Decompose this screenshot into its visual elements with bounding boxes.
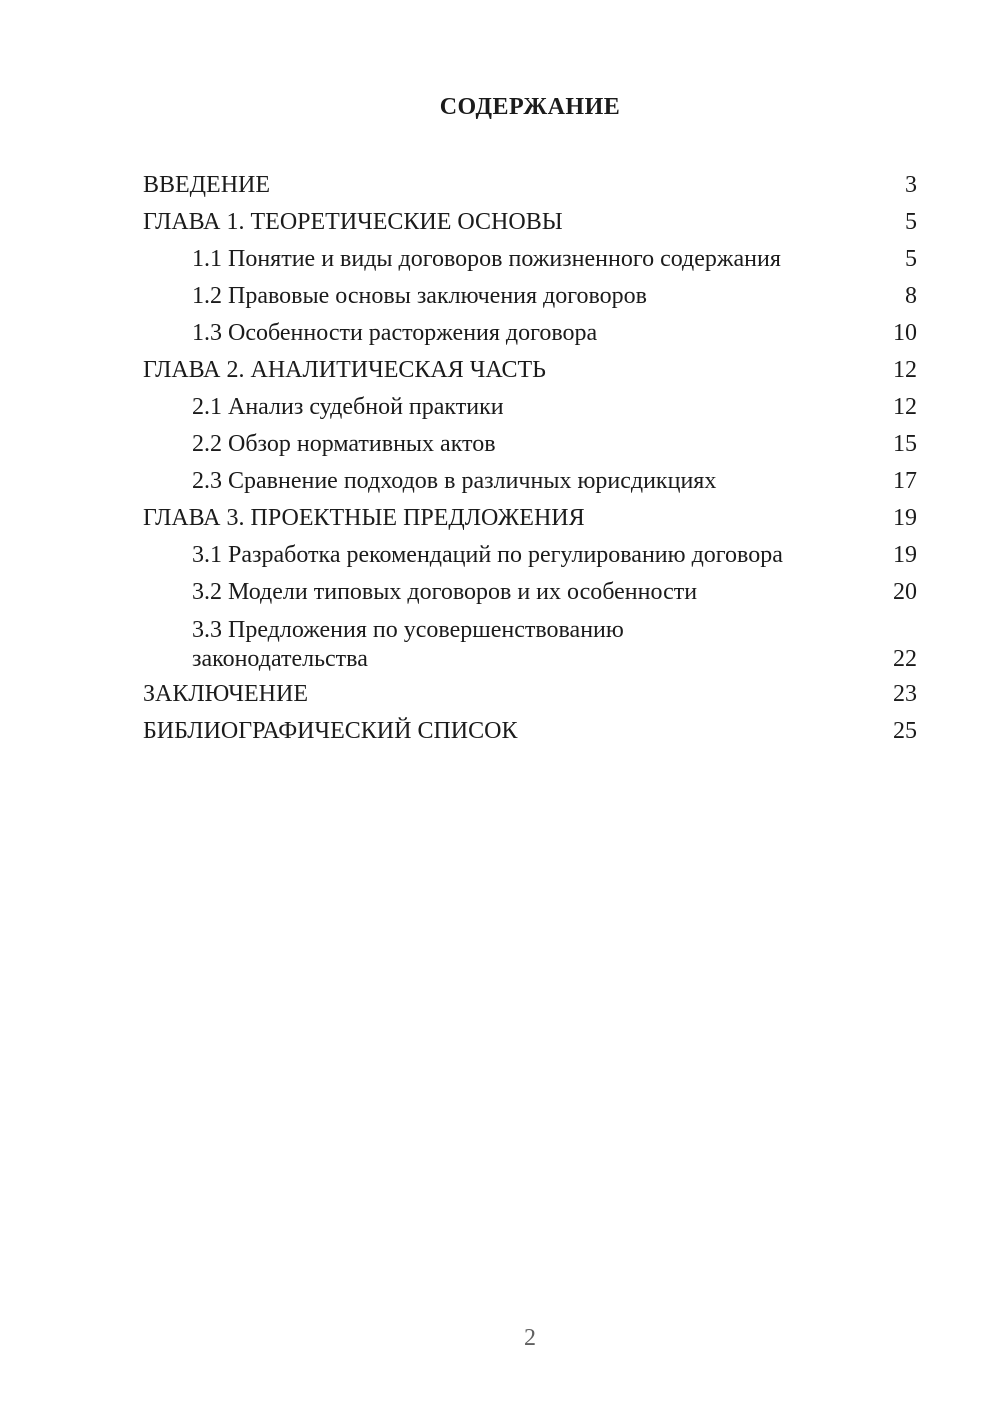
toc-entry (143, 167, 917, 204)
toc-entry (143, 463, 917, 500)
toc-entry-page: 17 (893, 468, 917, 494)
toc-entry-page: 5 (905, 246, 917, 272)
toc-entry-label: ГЛАВА 1. ТЕОРЕТИЧЕСКИЕ ОСНОВЫ (143, 209, 563, 235)
toc-entry-label: ЗАКЛЮЧЕНИЕ (143, 681, 308, 707)
toc-entry-page: 25 (893, 718, 917, 744)
toc-entry (143, 713, 917, 750)
toc-entry (143, 537, 917, 574)
toc-entry-page: 3 (905, 172, 917, 198)
toc-entry (143, 676, 917, 713)
toc-entry-label: 1.1 Понятие и виды договоров пожизненного содержания (192, 246, 781, 272)
toc-entry (143, 616, 917, 674)
toc-entry-label: 1.3 Особенности расторжения договора (192, 320, 598, 346)
toc-entry-page: 20 (893, 579, 917, 605)
toc-entry-label: 3.2 Модели типовых договоров и их особенности (192, 579, 698, 605)
toc-entry-page: 10 (893, 320, 917, 346)
page-content (143, 93, 917, 750)
toc-entry-page: 8 (905, 283, 917, 309)
toc-entry-page: 22 (893, 646, 917, 672)
toc-entry-page: 19 (893, 542, 917, 568)
toc-entry-page: 5 (905, 209, 917, 235)
toc-entry-label: 2.3 Сравнение подходов в различных юрисдикциях (192, 468, 717, 494)
toc-entry-label: 1.2 Правовые основы заключения договоров (192, 283, 648, 309)
toc-entry-label: ГЛАВА 3. ПРОЕКТНЫЕ ПРЕДЛОЖЕНИЯ (143, 505, 585, 531)
toc-entry-label: ВВЕДЕНИЕ (143, 172, 271, 198)
table-of-contents (143, 167, 917, 750)
toc-entry-label: ГЛАВА 2. АНАЛИТИЧЕСКАЯ ЧАСТЬ (143, 357, 546, 383)
toc-entry (143, 426, 917, 463)
toc-entry-label: 2.2 Обзор нормативных актов (192, 431, 496, 457)
toc-entry (143, 574, 917, 611)
toc-entry (143, 352, 917, 389)
toc-entry-label: 2.1 Анализ судебной практики (192, 394, 504, 420)
toc-entry-page: 12 (893, 394, 917, 420)
toc-entry (143, 204, 917, 241)
footer-page-number: 2 (524, 1325, 536, 1351)
toc-entry-page: 15 (893, 431, 917, 457)
toc-entry-page: 23 (893, 681, 917, 707)
toc-entry-page: 12 (893, 357, 917, 383)
page-title: СОДЕРЖАНИЕ (439, 94, 621, 120)
toc-entry-label: БИБЛИОГРАФИЧЕСКИЙ СПИСОК (143, 718, 518, 744)
toc-entry-label: 3.3 Предложения по усовершенствованию законодательства (192, 617, 624, 672)
toc-entry (143, 500, 917, 537)
toc-entry-label: 3.1 Разработка рекомендаций по регулированию договора (192, 542, 783, 568)
toc-entry (143, 241, 917, 278)
toc-entry (143, 389, 917, 426)
toc-entry (143, 278, 917, 315)
toc-entry-page: 19 (893, 505, 917, 531)
toc-entry (143, 315, 917, 352)
